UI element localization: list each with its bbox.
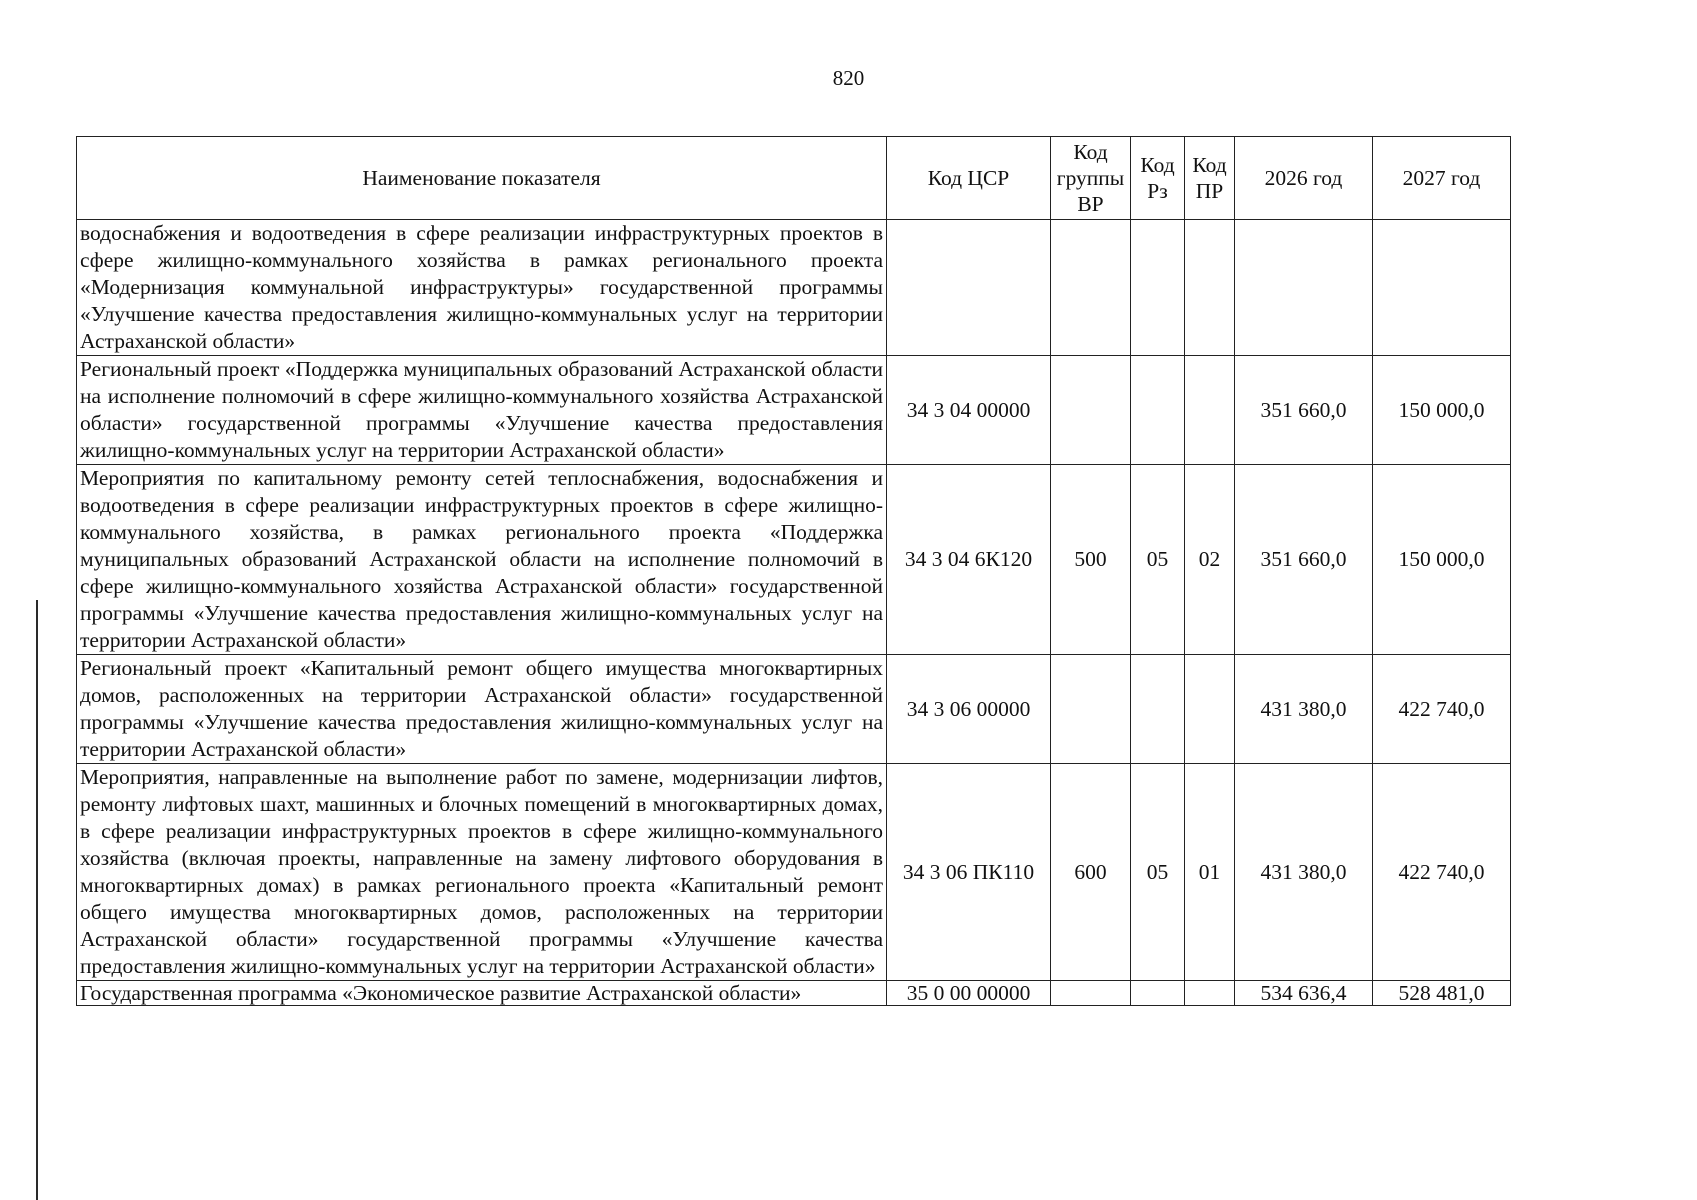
row-rz: [1131, 981, 1185, 1006]
header-pr: Код ПР: [1185, 137, 1235, 220]
row-vr: 500: [1051, 465, 1131, 655]
row-2027: 150 000,0: [1373, 356, 1511, 465]
row-name: Государственная программа «Экономическое развитие Астраханской области»: [77, 981, 887, 1006]
table-row: [77, 981, 1511, 1006]
budget-table: [76, 136, 1511, 1006]
row-2026: 431 380,0: [1235, 655, 1373, 764]
row-vr: [1051, 655, 1131, 764]
row-name: водоснабжения и водоотведения в сфере реализации инфраструктурных проектов в сфере жилищно-коммунального хозяйства в рамках регионального проекта «Модернизация коммунальной инфраструктуры» государственной программы «Улучшение качества предоставления жилищно-коммунальных услуг на территории Астраханской области»: [77, 220, 887, 356]
table-row: [77, 356, 1511, 465]
row-2027: 528 481,0: [1373, 981, 1511, 1006]
row-csr: 34 3 06 ПК110: [887, 764, 1051, 981]
row-pr: 01: [1185, 764, 1235, 981]
row-pr: [1185, 655, 1235, 764]
header-2026: 2026 год: [1235, 137, 1373, 220]
row-2027: 150 000,0: [1373, 465, 1511, 655]
table-row: [77, 655, 1511, 764]
row-csr: 34 3 06 00000: [887, 655, 1051, 764]
row-name: Региональный проект «Капитальный ремонт общего имущества многоквартирных домов, расположенных на территории Астраханской области» государственной программы «Улучшение качества предоставления жилищно-коммунальных услуг на территории Астраханской области»: [77, 655, 887, 764]
row-rz: [1131, 220, 1185, 356]
row-rz: [1131, 655, 1185, 764]
row-2026: 534 636,4: [1235, 981, 1373, 1006]
row-pr: [1185, 220, 1235, 356]
row-rz: 05: [1131, 764, 1185, 981]
row-csr: 35 0 00 00000: [887, 981, 1051, 1006]
table-header-row: [77, 137, 1511, 220]
row-vr: [1051, 220, 1131, 356]
row-2027: 422 740,0: [1373, 655, 1511, 764]
row-2027: [1373, 220, 1511, 356]
row-vr: [1051, 356, 1131, 465]
row-csr: [887, 220, 1051, 356]
row-pr: [1185, 981, 1235, 1006]
row-vr: [1051, 981, 1131, 1006]
row-2026: [1235, 220, 1373, 356]
row-name: Региональный проект «Поддержка муниципальных образований Астраханской области на исполнение полномочий в сфере жилищно-коммунального хозяйства Астраханской области» государственной программы «Улучшение качества предоставления жилищно-коммунальных услуг на территории Астраханской области»: [77, 356, 887, 465]
row-pr: [1185, 356, 1235, 465]
header-csr: Код ЦСР: [887, 137, 1051, 220]
header-vr: Код группы ВР: [1051, 137, 1131, 220]
table-row: [77, 764, 1511, 981]
header-rz: Код Рз: [1131, 137, 1185, 220]
row-csr: 34 3 04 00000: [887, 356, 1051, 465]
table-row: [77, 220, 1511, 356]
row-2026: 431 380,0: [1235, 764, 1373, 981]
header-name: Наименование показателя: [77, 137, 887, 220]
header-2027: 2027 год: [1373, 137, 1511, 220]
row-rz: [1131, 356, 1185, 465]
row-2026: 351 660,0: [1235, 465, 1373, 655]
row-rz: 05: [1131, 465, 1185, 655]
scan-edge-line: [36, 600, 38, 1200]
page-number: 820: [832, 66, 865, 90]
row-2027: 422 740,0: [1373, 764, 1511, 981]
table-row: [77, 465, 1511, 655]
row-pr: 02: [1185, 465, 1235, 655]
row-name: Мероприятия по капитальному ремонту сетей теплоснабжения, водоснабжения и водоотведения в сфере реализации инфраструктурных проектов в сфере жилищно-коммунального хозяйства, в рамках регионального проекта «Поддержка муниципальных образований Астраханской области на исполнение полномочий в сфере жилищно-коммунального хозяйства Астраханской области» государственной программы «Улучшение качества предоставления жилищно-коммунальных услуг на территории Астраханской области»: [77, 465, 887, 655]
row-csr: 34 3 04 6К120: [887, 465, 1051, 655]
row-vr: 600: [1051, 764, 1131, 981]
row-2026: 351 660,0: [1235, 356, 1373, 465]
row-name: Мероприятия, направленные на выполнение работ по замене, модернизации лифтов, ремонту лифтовых шахт, машинных и блочных помещений в многоквартирных домах, в сфере реализации инфраструктурных проектов в сфере жилищно-коммунального хозяйства (включая проекты, направленные на замену лифтового оборудования в многоквартирных домах) в рамках регионального проекта «Капитальный ремонт общего имущества многоквартирных домов, расположенных на территории Астраханской области» государственной программы «Улучшение качества предоставления жилищно-коммунальных услуг на территории Астраханской области»: [77, 764, 887, 981]
